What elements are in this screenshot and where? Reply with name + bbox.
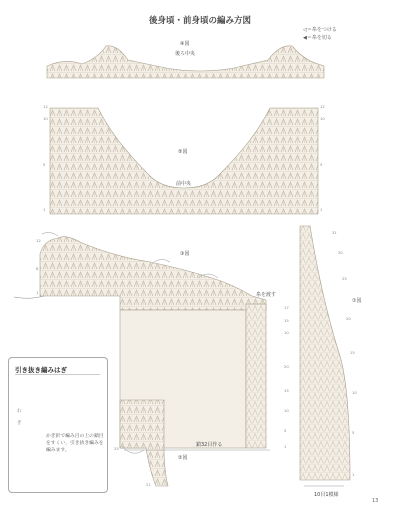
- row-number: 31: [332, 230, 337, 235]
- row-number: 1: [36, 290, 39, 295]
- piece-3-note: 糸を渡す: [256, 292, 277, 298]
- row-number: 20: [284, 364, 289, 369]
- piece-5-note: 前中央: [176, 181, 192, 187]
- row-number: 1: [284, 444, 287, 449]
- piece-3-label: ③図: [180, 251, 190, 257]
- row-number: 15: [350, 350, 355, 355]
- row-number: 12: [43, 104, 48, 109]
- row-number: 21: [146, 482, 151, 487]
- row-number: 10: [320, 116, 325, 121]
- slip-stitch-instructions: かぎ針で編み目の上の鎖目をすくい、引き抜き編みを編みます。: [46, 434, 104, 453]
- piece-1-note: 10目1模様: [314, 492, 339, 498]
- row-number: 30: [338, 250, 343, 255]
- row-number: 6: [36, 266, 39, 271]
- illustration-mark: わ: [17, 409, 22, 414]
- piece-3-chart: [40, 237, 266, 310]
- row-number: 15: [284, 388, 289, 393]
- row-number: 5: [43, 162, 46, 167]
- row-number: 12: [320, 104, 325, 109]
- legend-attach: ◁＝糸をつける: [303, 27, 337, 33]
- piece-1-chart: [300, 226, 350, 480]
- page-number: 13: [372, 498, 379, 504]
- row-number: 5: [320, 162, 323, 167]
- legend-cut: ◀＝糸を切る: [303, 35, 332, 41]
- row-number: 17: [284, 305, 289, 310]
- row-number: 1: [320, 207, 323, 212]
- page-title: 後身頃・前身頃の編み方図: [148, 16, 251, 26]
- divider: [15, 374, 100, 375]
- row-number: 25: [114, 446, 119, 451]
- row-number: 5: [352, 430, 355, 435]
- row-number: 10: [352, 390, 357, 395]
- row-number: 12: [36, 238, 41, 243]
- row-number: 25: [342, 276, 347, 281]
- piece-4-note: 後ろ中央: [175, 51, 196, 57]
- piece-5-label: ⑤図: [178, 149, 188, 155]
- row-number: 10: [43, 116, 48, 121]
- row-number: 10: [284, 330, 289, 335]
- piece-2-edge-left: [120, 400, 168, 486]
- row-number: 5: [284, 428, 287, 433]
- piece-1-label: ①図: [352, 298, 362, 304]
- slip-stitch-title: 引き抜き編みはぎ: [15, 366, 67, 374]
- slip-stitch-join-box: [8, 357, 108, 493]
- piece-4-label: ④図: [180, 41, 190, 47]
- piece-5-chart: [50, 108, 318, 214]
- row-number: 1: [352, 472, 355, 477]
- piece-2-note: 鎖32目作る: [196, 442, 223, 448]
- piece-2-label: ②図: [178, 455, 188, 461]
- row-number: 1: [43, 207, 46, 212]
- row-number: 20: [346, 316, 351, 321]
- row-number: 10: [284, 408, 289, 413]
- illustration-mark: ぎ: [17, 421, 22, 426]
- piece-2-edge-right: [246, 304, 266, 448]
- row-number: 15: [284, 318, 289, 323]
